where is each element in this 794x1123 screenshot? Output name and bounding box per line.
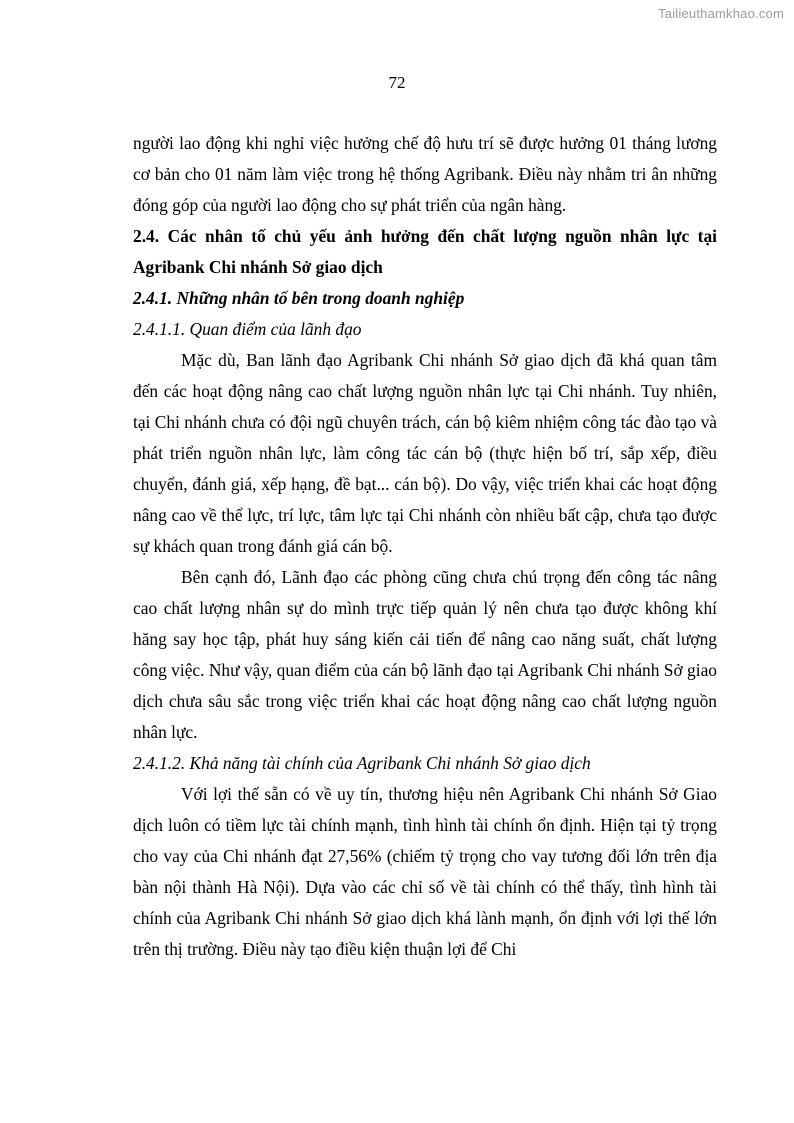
watermark: Tailieuthamkhao.com <box>658 6 784 21</box>
subsubsection-heading-2-4-1-1: 2.4.1.1. Quan điểm của lãnh đạo <box>133 319 362 339</box>
page-body <box>133 128 717 965</box>
paragraph-department-leaders: Bên cạnh đó, Lãnh đạo các phòng cũng chưa chú trọng đến công tác nâng cao chất lượng nhân sự do mình trực tiếp quản lý nên chưa tạo được không khí hăng say học tập, phát huy sáng kiến cải tiến để nâng cao năng suất, chất lượng công việc. Như vậy, quan điểm của cán bộ lãnh đạo tại Agribank Chi nhánh Sở giao dịch chưa sâu sắc trong việc triển khai các hoạt động nâng cao chất lượng nguồn nhân lực. <box>133 567 717 742</box>
page-number: 72 <box>388 73 406 92</box>
paragraph-financial-capacity: Với lợi thế sẵn có về uy tín, thương hiệu nên Agribank Chi nhánh Sở Giao dịch luôn có tiềm lực tài chính mạnh, tình hình tài chính ổn định. Hiện tại tỷ trọng cho vay của Chi nhánh đạt 27,56% (chiếm tỷ trọng cho vay tương đối lớn trên địa bàn nội thành Hà Nội). Dựa vào các chỉ số về tài chính có thể thấy, tình hình tài chính của Agribank Chi nhánh Sở giao dịch khá lành mạnh, ổn định với lợi thế lớn trên thị trường. Điều này tạo điều kiện thuận lợi để Chi <box>133 784 717 959</box>
paragraph-continuation: người lao động khi nghỉ việc hưởng chế độ hưu trí sẽ được hưởng 01 tháng lương cơ bản cho 01 năm làm việc trong hệ thống Agribank. Điều này nhằm tri ân những đóng góp của người lao động cho sự phát triển của ngân hàng. <box>133 133 717 215</box>
section-heading-2-4: 2.4. Các nhân tố chủ yếu ảnh hưởng đến chất lượng nguồn nhân lực tại Agribank Chi nhánh Sở giao dịch <box>133 226 717 277</box>
subsubsection-heading-2-4-1-2: 2.4.1.2. Khả năng tài chính của Agribank Chi nhánh Sở giao dịch <box>133 753 591 773</box>
subsection-heading-2-4-1: 2.4.1. Những nhân tố bên trong doanh nghiệp <box>133 288 465 308</box>
paragraph-leadership-view: Mặc dù, Ban lãnh đạo Agribank Chi nhánh Sở giao dịch đã khá quan tâm đến các hoạt động nâng cao chất lượng nguồn nhân lực tại Chi nhánh. Tuy nhiên, tại Chi nhánh chưa có đội ngũ chuyên trách, cán bộ kiêm nhiệm công tác đào tạo và phát triển nguồn nhân lực, làm công tác cán bộ (thực hiện bố trí, sắp xếp, điều chuyển, đánh giá, xếp hạng, đề bạt... cán bộ). Do vậy, việc triển khai các hoạt động nâng cao về thể lực, trí lực, tâm lực tại Chi nhánh còn nhiều bất cập, chưa tạo được sự khách quan trong đánh giá cán bộ. <box>133 350 717 556</box>
